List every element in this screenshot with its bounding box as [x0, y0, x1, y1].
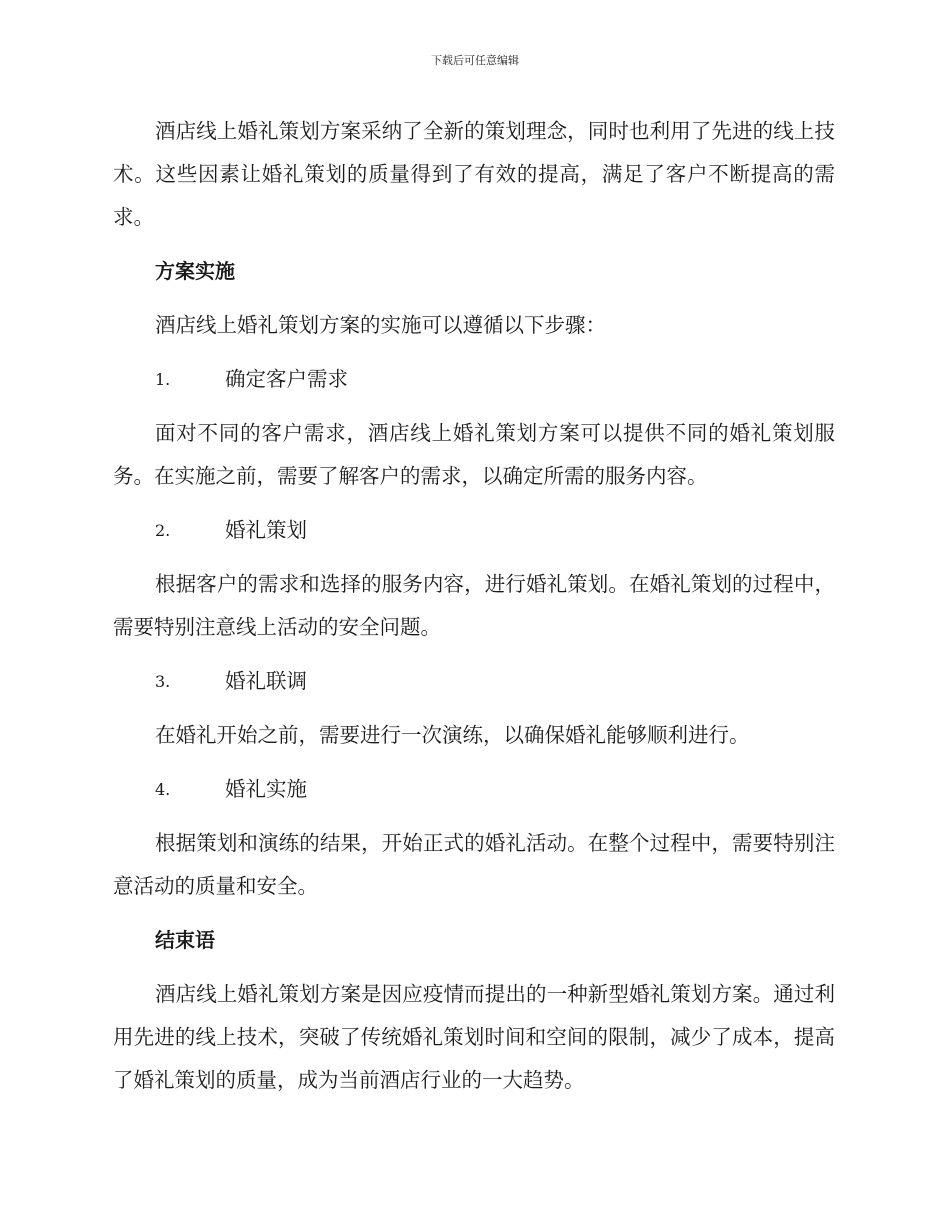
step-item	[113, 509, 835, 552]
step-item	[113, 660, 835, 703]
document-body	[113, 110, 835, 1113]
conclusion-paragraph: 酒店线上婚礼策划方案是因应疫情而提出的一种新型婚礼策划方案。通过利用先进的线上技术，突破了传统婚礼策划时间和空间的限制，减少了成本，提高了婚礼策划的质量，成为当前酒店行业的一大趋势。	[113, 982, 835, 1092]
step-number: 4.	[155, 780, 171, 799]
step-label: 婚礼联调	[225, 669, 307, 693]
step-number: 1.	[155, 370, 171, 389]
step-item	[113, 358, 835, 401]
step-label: 婚礼实施	[225, 777, 307, 801]
page-header: 下载后可任意编辑	[431, 54, 519, 67]
step-number: 3.	[155, 672, 171, 691]
step-paragraph: 面对不同的客户需求，酒店线上婚礼策划方案可以提供不同的婚礼策划服务。在实施之前，需要了解客户的需求，以确定所需的服务内容。	[113, 421, 835, 488]
section-heading-implementation: 方案实施	[155, 259, 235, 283]
step-label: 婚礼策划	[225, 518, 307, 542]
step-number: 2.	[155, 521, 171, 540]
step-paragraph: 在婚礼开始之前，需要进行一次演练，以确保婚礼能够顺利进行。	[155, 723, 750, 747]
step-paragraph: 根据客户的需求和选择的服务内容，进行婚礼策划。在婚礼策划的过程中，需要特别注意线上活动的安全问题。	[113, 572, 835, 639]
step-paragraph: 根据策划和演练的结果，开始正式的婚礼活动。在整个过程中，需要特别注意活动的质量和安全。	[113, 831, 835, 898]
implementation-intro: 酒店线上婚礼策划方案的实施可以遵循以下步骤：	[155, 313, 606, 337]
step-label: 确定客户需求	[225, 367, 348, 391]
section-heading-conclusion: 结束语	[155, 928, 215, 952]
intro-paragraph: 酒店线上婚礼策划方案采纳了全新的策划理念，同时也利用了先进的线上技术。这些因素让婚礼策划的质量得到了有效的提高，满足了客户不断提高的需求。	[113, 119, 835, 229]
step-item	[113, 768, 835, 811]
